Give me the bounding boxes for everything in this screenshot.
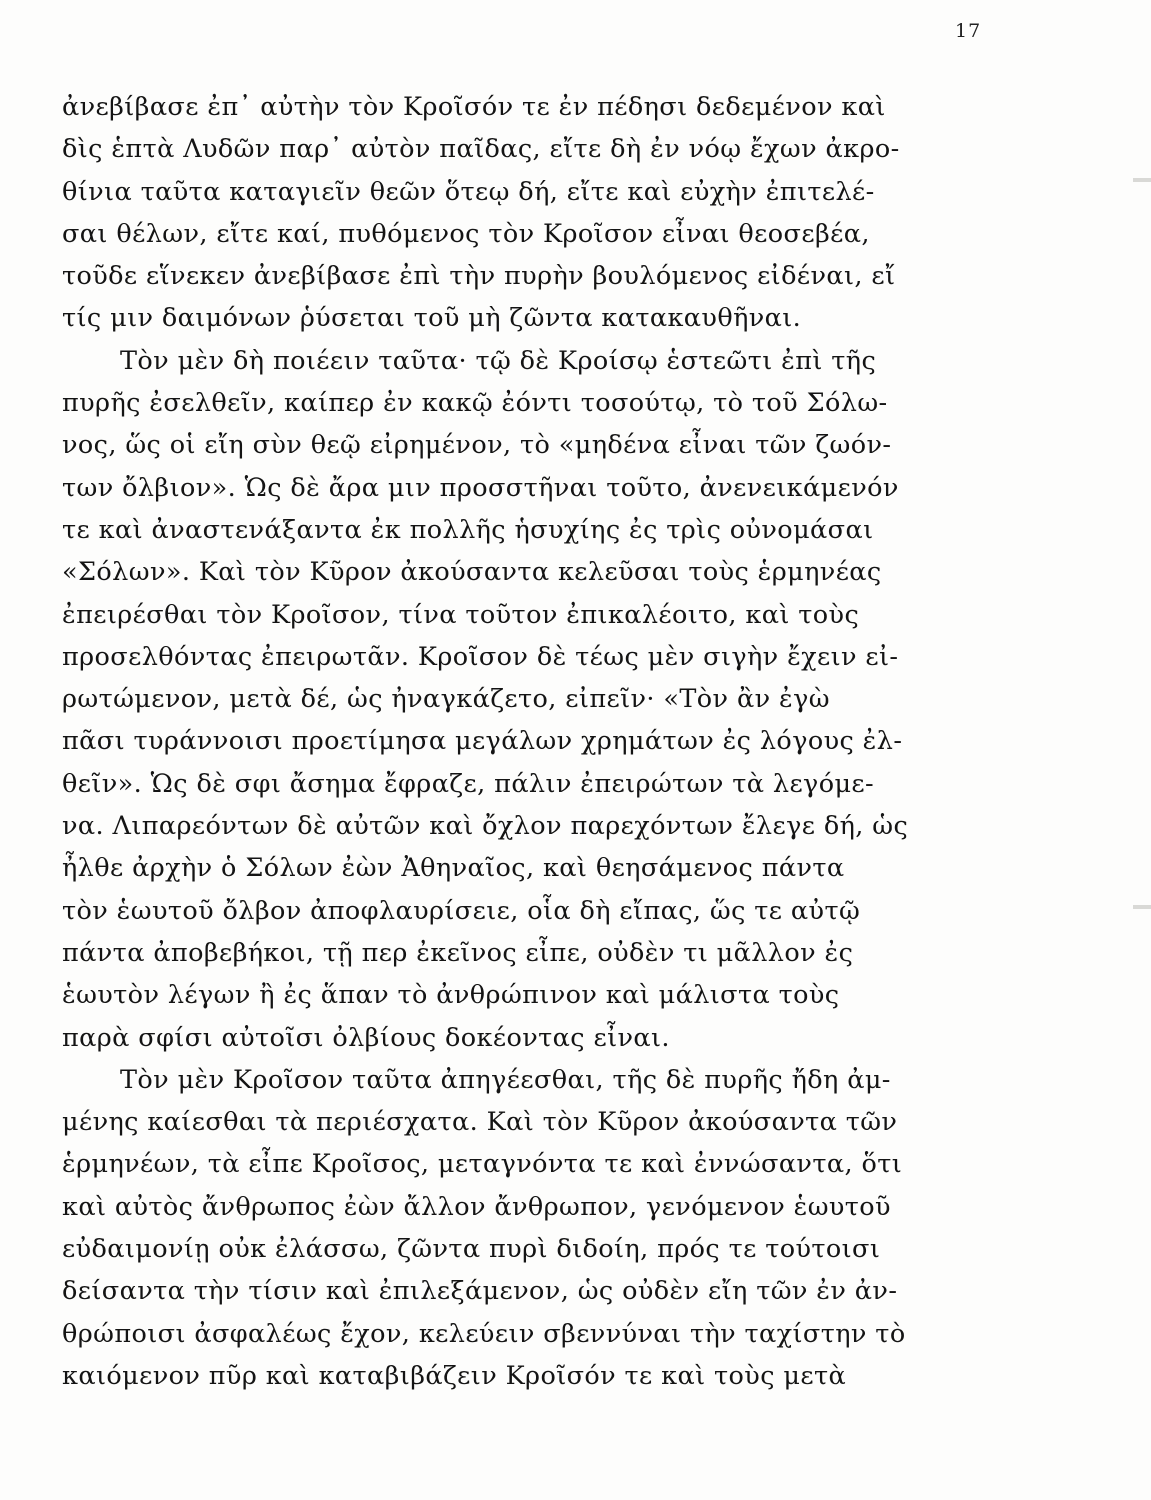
text-line: ἀνεβίβασε ἐπ᾽ αὐτὴν τὸν Κροῖσόν τε ἐν πέδησι δεδεμένον καὶ [62,92,886,122]
text-line: καὶ αὐτὸς ἄνθρωπος ἐὼν ἄλλον ἄνθρωπον, γενόμενον ἑωυτοῦ [62,1191,891,1222]
text-line: ρωτώμενον, μετὰ δέ, ὡς ἠναγκάζετο, εἰπεῖν· «Τὸν ἂν ἐγὼ [62,684,830,715]
text-line: θρώποισι ἀσφαλέως ἔχον, κελεύειν σβεννύναι τὴν ταχίστην τὸ [62,1318,906,1349]
text-line: μένης καίεσθαι τὰ περιέσχατα. Καὶ τὸν Κῦρον ἀκούσαντα τῶν [62,1107,898,1138]
text-line: θίνια ταῦτα καταγιεῖν θεῶν ὅτεῳ δή, εἴτε καὶ εὐχὴν ἐπιτελέ- [62,176,875,207]
text-line: νος, ὥς οἱ εἴη σὺν θεῷ εἰρημένον, τὸ «μηδένα εἶναι τῶν ζωόν- [62,430,892,461]
text-line: σαι θέλων, εἴτε καί, πυθόμενος τὸν Κροῖσον εἶναι θεοσεβέα, [62,218,870,249]
text-line: «Σόλων». Καὶ τὸν Κῦρον ἀκούσαντα κελεῦσαι τοὺς ἑρμηνέας [62,557,882,588]
text-line: εὐδαιμονίῃ οὐκ ἐλάσσω, ζῶντα πυρὶ διδοίη, πρός τε τούτοισι [62,1234,881,1265]
text-line: ἐπειρέσθαι τὸν Κροῖσον, τίνα τοῦτον ἐπικαλέοιτο, καὶ τοὺς [62,599,860,630]
text-line: δείσαντα τὴν τίσιν καὶ ἐπιλεξάμενον, ὡς οὐδὲν εἴη τῶν ἐν ἀν- [62,1276,898,1307]
text-line: τε καὶ ἀναστενάξαντα ἐκ πολλῆς ἡσυχίης ἐς τρὶς οὐνομάσαι [62,514,874,545]
text-line: Τὸν μὲν Κροῖσον ταῦτα ἀπηγέεσθαι, τῆς δὲ πυρῆς ἤδη ἀμ- [120,1064,891,1095]
text-line: να. Λιπαρεόντων δὲ αὐτῶν καὶ ὄχλον παρεχόντων ἔλεγε δή, ὡς [62,811,909,842]
text-line: παρὰ σφίσι αὐτοῖσι ὀλβίους δοκέοντας εἶναι. [62,1022,670,1053]
text-block [62,86,1092,1397]
text-line: Τὸν μὲν δὴ ποιέειν ταῦτα· τῷ δὲ Κροίσῳ ἑστεῶτι ἐπὶ τῆς [120,345,877,376]
text-line: καιόμενον πῦρ καὶ καταβιβάζειν Κροῖσόν τε καὶ τοὺς μετὰ [62,1360,847,1391]
page-edge-mark [1133,178,1151,182]
text-line: τοῦδε εἵνεκεν ἀνεβίβασε ἐπὶ τὴν πυρὴν βουλόμενος εἰδέναι, εἴ [62,261,896,292]
text-line: προσελθόντας ἐπειρωτᾶν. Κροῖσον δὲ τέως μὲν σιγὴν ἔχειν εἰ- [62,641,899,672]
text-line: των ὄλβιον». Ὡς δὲ ἄρα μιν προσστῆναι τοῦτο, ἀνενεικάμενόν [62,472,899,503]
text-line: πυρῆς ἐσελθεῖν, καίπερ ἐν κακῷ ἐόντι τοσούτῳ, τὸ τοῦ Σόλω- [62,388,888,419]
text-line: ἑωυτὸν λέγων ἢ ἐς ἅπαν τὸ ἀνθρώπινον καὶ μάλιστα τοὺς [62,980,840,1011]
text-line: θεῖν». Ὡς δὲ σφι ἄσημα ἔφραζε, πάλιν ἐπειρώτων τὰ λεγόμε- [62,768,875,799]
text-line: δὶς ἑπτὰ Λυδῶν παρ᾽ αὐτὸν παῖδας, εἴτε δὴ ἐν νόῳ ἔχων ἀκρο- [62,134,900,165]
text-line: πάντα ἀποβεβήκοι, τῇ περ ἐκεῖνος εἶπε, οὐδὲν τι μᾶλλον ἐς [62,937,854,968]
page-number: 17 [955,20,982,42]
text-line: ἦλθε ἀρχὴν ὁ Σόλων ἐὼν Ἀθηναῖος, καὶ θεησάμενος πάντα [62,853,845,884]
text-line: τὸν ἑωυτοῦ ὄλβον ἀποφλαυρίσειε, οἷα δὴ εἴπας, ὥς τε αὐτῷ [62,895,861,926]
text-line: πᾶσι τυράννοισι προετίμησα μεγάλων χρημάτων ἐς λόγους ἐλ- [62,726,903,757]
page-edge-mark [1133,905,1151,909]
text-line: τίς μιν δαιμόνων ῥύσεται τοῦ μὴ ζῶντα κατακαυθῆναι. [62,303,802,334]
text-line: ἑρμηνέων, τὰ εἶπε Κροῖσος, μεταγνόντα τε καὶ ἐννώσαντα, ὅτι [62,1149,903,1180]
